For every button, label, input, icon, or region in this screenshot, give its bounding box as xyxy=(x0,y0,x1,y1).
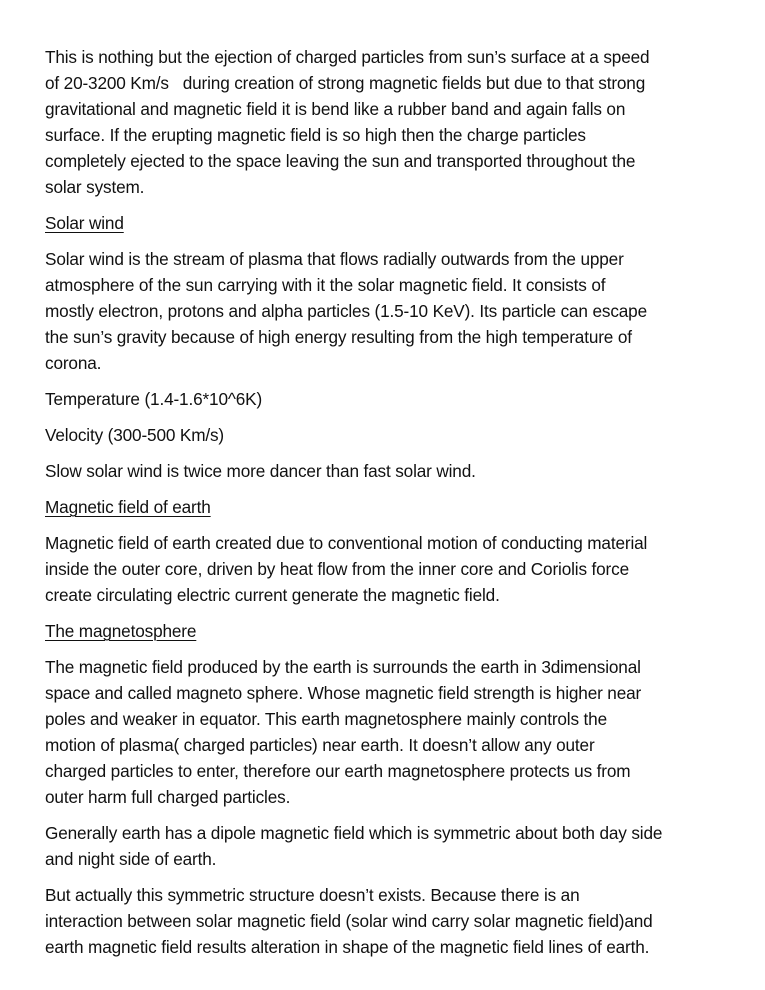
heading-magnetosphere xyxy=(45,618,735,644)
paragraph-solar-wind xyxy=(45,246,735,376)
section-heading: Solar wind xyxy=(45,213,124,233)
text-line: outer harm full charged particles. xyxy=(45,787,291,807)
text-line: earth magnetic field results alteration in shape of the magnetic field lines of earth. xyxy=(45,937,650,957)
paragraph-magnetic-field xyxy=(45,530,735,608)
text-line: Solar wind is the stream of plasma that flows radially outwards from the upper xyxy=(45,249,624,269)
paragraph-magnetosphere xyxy=(45,654,735,810)
section-heading: The magnetosphere xyxy=(45,621,197,641)
text-line: Velocity (300-500 Km/s) xyxy=(45,425,225,445)
text-line: poles and weaker in equator. This earth magnetosphere mainly controls the xyxy=(45,709,607,729)
text-line: Slow solar wind is twice more dancer than fast solar wind. xyxy=(45,461,476,481)
paragraph-temperature xyxy=(45,386,735,412)
text-line: mostly electron, protons and alpha particles (1.5-10 KeV). Its particle can escape xyxy=(45,301,647,321)
paragraph-dipole xyxy=(45,820,735,872)
text-line: completely ejected to the space leaving the sun and transported throughout the xyxy=(45,151,636,171)
text-line: charged particles to enter, therefore our earth magnetosphere protects us from xyxy=(45,761,631,781)
text-line: of 20-3200 Km/s during creation of strong magnetic fields but due to that strong xyxy=(45,73,646,93)
text-line: Magnetic field of earth created due to conventional motion of conducting material xyxy=(45,533,648,553)
text-line: atmosphere of the sun carrying with it the solar magnetic field. It consists of xyxy=(45,275,606,295)
section-heading: Magnetic field of earth xyxy=(45,497,211,517)
text-line: gravitational and magnetic field it is bend like a rubber band and again falls on xyxy=(45,99,626,119)
text-line: and night side of earth. xyxy=(45,849,217,869)
text-line: create circulating electric current generate the magnetic field. xyxy=(45,585,500,605)
document-page xyxy=(45,44,735,970)
text-line: solar system. xyxy=(45,177,145,197)
text-line: space and called magneto sphere. Whose magnetic field strength is higher near xyxy=(45,683,642,703)
text-line: the sun’s gravity because of high energy resulting from the high temperature of xyxy=(45,327,632,347)
heading-magnetic-field xyxy=(45,494,735,520)
text-line: corona. xyxy=(45,353,102,373)
text-line: The magnetic field produced by the earth is surrounds the earth in 3dimensional xyxy=(45,657,641,677)
heading-solar-wind xyxy=(45,210,735,236)
text-line: This is nothing but the ejection of charged particles from sun’s surface at a speed xyxy=(45,47,650,67)
text-line: inside the outer core, driven by heat flow from the inner core and Coriolis force xyxy=(45,559,629,579)
text-line: interaction between solar magnetic field (solar wind carry solar magnetic field)and xyxy=(45,911,653,931)
text-line: motion of plasma( charged particles) near earth. It doesn’t allow any outer xyxy=(45,735,595,755)
paragraph-velocity xyxy=(45,422,735,448)
paragraph-asymmetry xyxy=(45,882,735,960)
paragraph-slow-wind xyxy=(45,458,735,484)
text-line: But actually this symmetric structure doesn’t exists. Because there is an xyxy=(45,885,580,905)
text-line: surface. If the erupting magnetic field is so high then the charge particles xyxy=(45,125,586,145)
text-line: Temperature (1.4-1.6*10^6K) xyxy=(45,389,263,409)
paragraph-solar-eruption xyxy=(45,44,735,200)
text-line: Generally earth has a dipole magnetic field which is symmetric about both day side xyxy=(45,823,663,843)
